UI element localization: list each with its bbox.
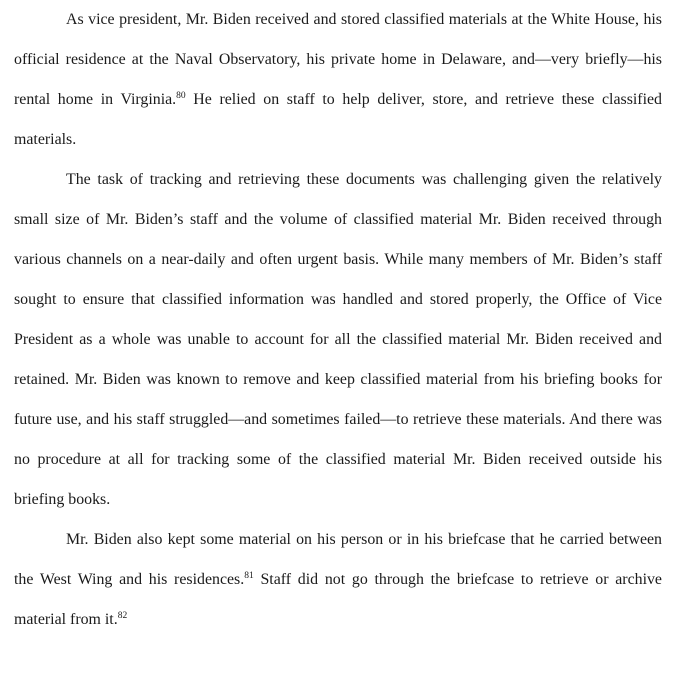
footnote-marker-80: 80 xyxy=(176,91,186,101)
paragraph-text: As vice president, Mr. Biden received and stored classified materials at the White House, his official residence at the Naval Observatory, his private home in Delaware, and—very briefly—his rental home in Virginia. xyxy=(14,11,662,108)
paragraph-text: Mr. Biden also kept some material on his person or in his briefcase that he carried between the West Wing and his residences. xyxy=(14,531,662,588)
paragraph-text: The task of tracking and retrieving these documents was challenging given the relatively small size of Mr. Biden’s staff and the volume of classified material Mr. Biden received through various channels on a near-daily and often urgent basis. While many members of Mr. Biden’s staff sought to ensure that classified information was handled and stored properly, the Office of Vice President as a whole was unable to account for all the classified material Mr. Biden received and retained. Mr. Biden was known to remove and keep classified material from his briefing books for future use, and his staff struggled—and sometimes failed—to retrieve these materials. And there was no procedure at all for tracking some of the classified material Mr. Biden received outside his briefing books. xyxy=(14,171,662,508)
paragraph-text: Staff did not go through the briefcase to retrieve or archive material from it. xyxy=(14,571,662,628)
footnote-marker-81: 81 xyxy=(244,571,254,581)
footnote-marker-82: 82 xyxy=(117,611,128,621)
paragraph-briefcase xyxy=(14,520,662,640)
paragraph-tracking-challenges xyxy=(14,160,662,520)
document-page xyxy=(14,0,662,640)
paragraph-vice-president-storage xyxy=(14,0,662,160)
paragraph-text: He relied on staff to help deliver, store, and retrieve these classified materials. xyxy=(14,91,662,148)
